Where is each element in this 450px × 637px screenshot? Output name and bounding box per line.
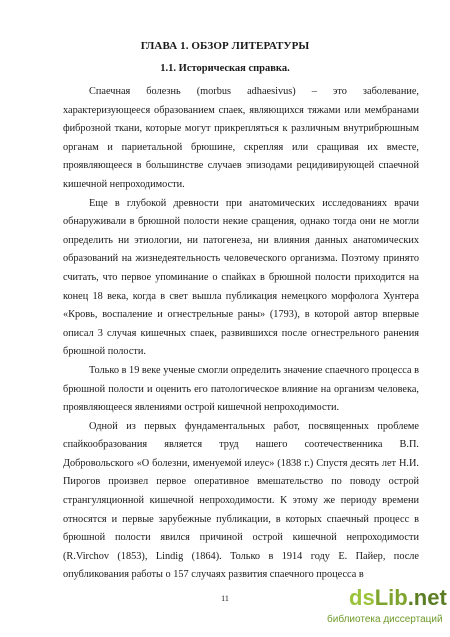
watermark-logo: [349, 586, 447, 610]
paragraph: Одной из первых фундаментальных работ, посвященных проблеме спайкообразования является труд нашего соотечественника В.П. Добровольского «О болезни, именуемой илеус» (1838 г.) Спустя десять лет Н.И. Пирогов произвел первое оперативное вмешательство по поводу острой странгуляционной кишечной непроходимости. К этому же периоду времени относятся и первые зарубежные публикации, в которых спаечный процесс в брюшной полости явился причиной острой кишечной непроходимости (R.Virchov (1853), Lindig (1864). Только в 1914 году E. Пайер, после опубликования работы о 157 случаях развития спаечного процесса в: [63, 420, 419, 581]
watermark-logo-lib: Lib: [374, 585, 408, 610]
section-title: 1.1. Историческая справка.: [160, 63, 290, 74]
chapter-title: ГЛАВА 1. ОБЗОР ЛИТЕРАТУРЫ: [140, 40, 310, 52]
paragraph: Только в 19 веке ученые смогли определить значение спаечного процесса в брюшной полости и оценить его патологическое влияние на организм человека, проявляющееся явлениями острой кишечной непроходимости.: [63, 364, 419, 414]
paragraph: Еще в глубокой древности при анатомических исследованиях врачи обнаруживали в брюшной полости некие сращения, однако тогда они не могли определить ни этиологии, ни патогенеза, ни влияния данных анатомических образований на жизнедеятельность человеческого организма. Поэтому принято считать, что первое упоминание о спайках в брюшной полости приходится на конец 18 века, когда в свет вышла публикация немецкого морфолога Хунтера «Кровь, воспаление и огнестрельные раны» (1793), в которой автор впервые описал 3 случая кишечных спаек, развившихся после огнестрельного ранения брюшной полости.: [63, 197, 419, 358]
watermark-logo-net: .net: [407, 585, 447, 610]
watermark-logo-ds: ds: [349, 585, 375, 610]
page-number: 11: [221, 594, 229, 603]
watermark-subtitle: библиотека диссертаций: [327, 614, 443, 625]
body-text: [63, 83, 419, 585]
paragraph: Спаечная болезнь (morbus adhaesivus) – это заболевание, характеризующееся образованием спаек, являющихся тяжами или мембранами фиброзной ткани, которые могут прикрепляться к различным внутрибрюшным органам и париетальной брюшине, скрепляя или сращивая их вместе, проявляющееся в большинстве случаев эпизодами рецидивирующей спаечной кишечной непроходимости.: [63, 86, 419, 190]
